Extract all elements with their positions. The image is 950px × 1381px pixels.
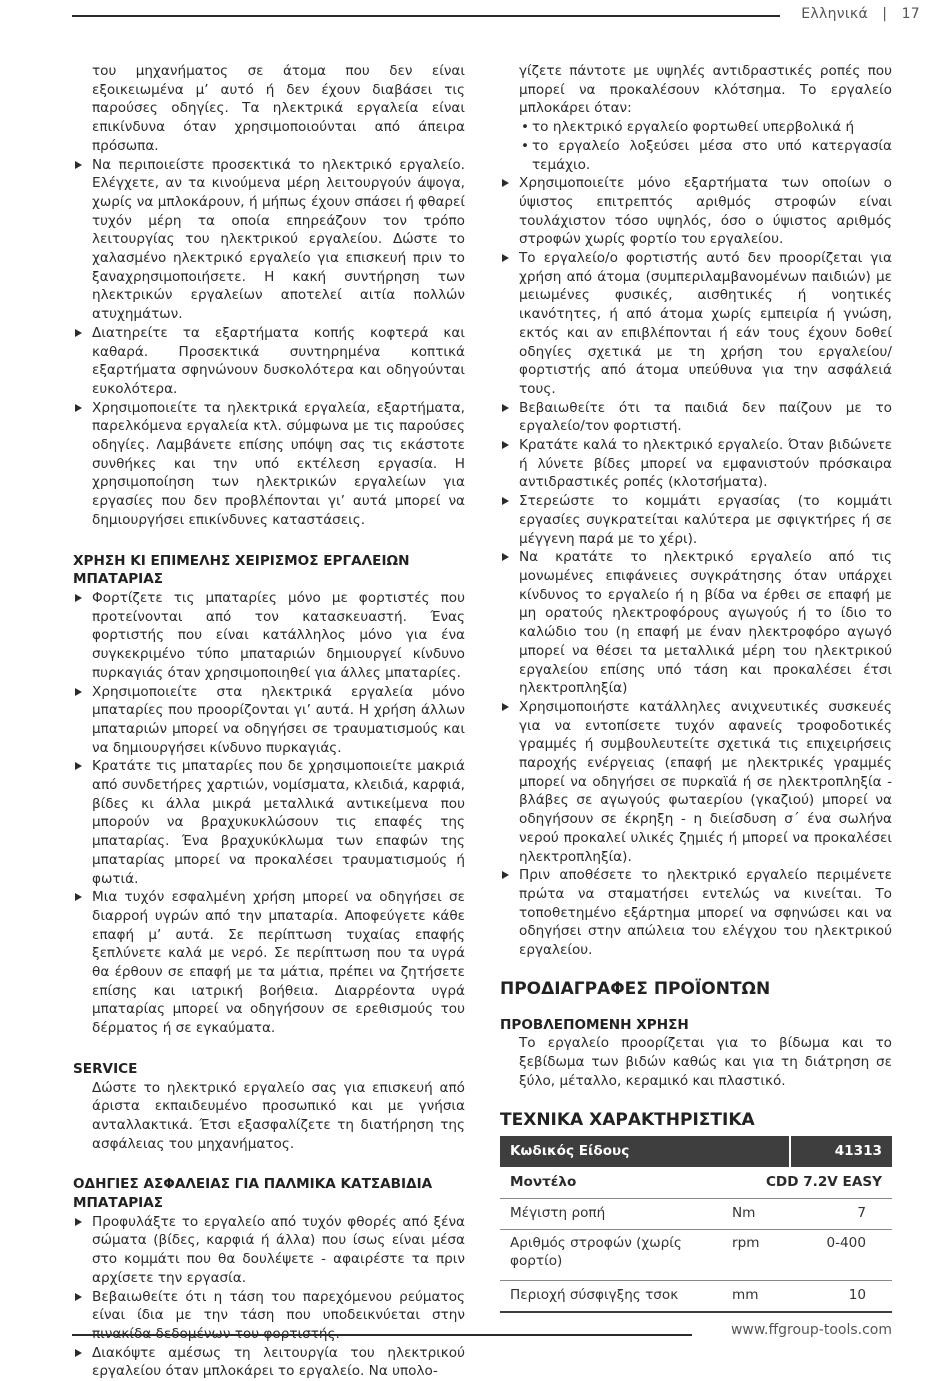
footer-website-link[interactable]: www.ffgroup-tools.com (730, 1322, 892, 1338)
triangle-bullet-icon (502, 871, 509, 879)
bullet-item: Χρησιμοποιείτε στα ηλεκτρικά εργαλεία μόνο μπαταρίες που προορίζονται γι’ αυτά. Η χρήση άλλων μπαταριών μπορεί να οδηγήσει σε τραυματισμούς και να δημιουργήσει κίνδυνο πυρκαγιάς. (73, 683, 465, 758)
triangle-bullet-icon (75, 1293, 82, 1301)
triangle-bullet-icon (502, 404, 509, 412)
table-row (500, 1229, 892, 1280)
spec-unit-cell: Nm (710, 1198, 790, 1229)
header-separator: | (872, 6, 897, 22)
triangle-bullet-icon (75, 404, 82, 412)
triangle-bullet-icon (502, 553, 509, 561)
triangle-bullet-icon (75, 688, 82, 696)
triangle-bullet-icon (502, 254, 509, 262)
spec-label-cell: Μέγιστη ροπή (500, 1198, 710, 1229)
triangle-bullet-icon (75, 1349, 82, 1357)
left-column (73, 62, 465, 1381)
dot-bullet-icon: • (521, 119, 530, 136)
page-header (801, 6, 920, 22)
triangle-bullet-icon (75, 1218, 82, 1226)
table-header-row (500, 1136, 892, 1167)
header-language: Ελληνικά (801, 6, 869, 22)
bullet-item: Να κρατάτε το ηλεκτρικό εργαλείο από τις μονωμένες επιφάνειες συγκράτησης όταν υπάρχει κίνδυνος το εργαλείο ή η βίδα να έρθει σε επαφή με μη ορατούς ηλεκτροφόρους αγωγούς ή το ίδιο το καλώδιο του (η επαφή με έναν ηλεκτροφόρο αγωγό μπορεί να θέσει τα μεταλλικά μέρη του ηλεκτρικού εργαλείου επίσης υπό τάση και προκαλέσει έτσι ηλεκτροπληξία) (500, 548, 892, 698)
sub-bullet-item: • το εργαλείο λοξεύσει μέσα στο υπό κατεργασία τεμάχιο. (521, 137, 892, 173)
bullet-item: Κρατάτε καλά το ηλεκτρικό εργαλείο. Όταν βιδώνετε ή λύνετε βίδες μπορεί να εμφανιστούν πρόσκαιρα αντιδραστικές ροπές (κλοτσήματα). (500, 436, 892, 492)
triangle-bullet-icon (502, 703, 509, 711)
service-heading: SERVICE (73, 1060, 138, 1077)
spec-unit-cell: rpm (710, 1229, 790, 1280)
bullet-item: Φορτίζετε τις μπαταρίες μόνο με φορτιστές που προτείνονται από τον κατασκευαστή. Ένας φορτιστής που είναι κατάλληλος μόνο για ένα συγκεκριμένο τύπο μπαταριών δημιουργεί κίνδυνο πυρκαγιάς όταν χρησιμοποιηθεί για άλλες μπαταρίες. (73, 589, 465, 683)
triangle-bullet-icon (75, 893, 82, 901)
service-paragraph: Δώστε το ηλεκτρικό εργαλείο σας για επισκευή από άριστα εκπαιδευμένο προσωπικό και με γνήσια ανταλλακτικά. Έτσι εξασφαλίζετε τη διατήρηση της ασφάλειας του μηχανήματος. (92, 1079, 465, 1152)
triangle-bullet-icon (75, 161, 82, 169)
bullet-item: Να περιποιείστε προσεκτικά το ηλεκτρικό εργαλείο. Ελέγχετε, αν τα κινούμενα μέρη λειτουργούν άψογα, χωρίς να μπλοκάρουν, ή μήπως έχουν σπάσει ή φθαρεί τυχόν μέρη τα οποία επηρεάζουν τον τρόπο λειτουργίας του ηλεκτρικού εργαλείου. Δώστε το χαλασμένο ηλεκτρικό εργαλείο για επισκευή πριν το ξαναχρησιμοποιήσετε. Η κακή συντήρηση των ηλεκτρικών εργαλείων αποτελεί αιτία πολλών ατυχημάτων. (73, 156, 465, 324)
page-number: 17 (901, 6, 920, 22)
spec-value-cell: 7 (790, 1198, 892, 1229)
bullet-item: Χρησιμοποιήστε κατάλληλες ανιχνευτικές συσκευές για να εντοπίσετε τυχόν αφανείς τροφοδοτικές γραμμές ή συμβουλευτείτε σχετικά τις επιχειρήσεις παροχής ενέργειας (επαφή με ηλεκτρικές γραμμές μπορεί να οδηγήσει σε πυρκαϊά ή σε ηλεκτροπληξία - βλάβες σε αγωγούς φωταερίου (γκαζιού) μπορεί να οδηγήσουν σε έκρηξη - η διείσδυση σ΄ ένα σωλήνα νερού προκαλεί υλικές ζημιές ή μπορεί να προκαλέσει ηλεκτροπληξία). (500, 698, 892, 866)
table-row (500, 1198, 892, 1229)
product-specs-heading: ΠΡΟΔΙΑΓΡΑΦΕΣ ΠΡΟΪΟΝΤΩΝ (500, 978, 771, 999)
spec-value-cell: 10 (790, 1280, 892, 1312)
code-label-cell: Κωδικός Είδους (500, 1136, 790, 1167)
spec-label-cell: Περιοχή σύσφιγξης τσοκ (500, 1280, 710, 1312)
bullet-item: Βεβαιωθείτε ότι τα παιδιά δεν παίζουν με το εργαλείο/τον φορτιστή. (500, 399, 892, 436)
model-value-cell: CDD 7.2V EASY (710, 1167, 892, 1199)
triangle-bullet-icon (75, 329, 82, 337)
header-rule (72, 15, 780, 17)
dot-bullet-icon: • (521, 137, 530, 154)
bullet-item: Βεβαιωθείτε ότι η τάση του παρεχόμενου ρεύματος είναι ίδια με την τάση που υποδεικνύεται στην πινακίδα δεδομένων του φορτιστής. (73, 1288, 465, 1344)
bullet-item: Χρησιμοποιείτε τα ηλεκτρικά εργαλεία, εξαρτήματα, παρελκόμενα εργαλεία κτλ. σύμφωνα με τις παρούσες οδηγίες. Λαμβάνετε επίσης υπόψη σας τις εκάστοτε συνθήκες και την υπό εκτέλεση εργασία. Η χρησιμοποίηση των ηλεκτρικών εργαλείων για εργασίες που δεν προβλέπονται γι’ αυτά μπορεί να δημιουργήσει επικίνδυνες καταστάσεις. (73, 399, 465, 530)
intended-use-paragraph: Το εργαλείο προορίζεται για το βίδωμα και το ξεβίδωμα των βιδών καθώς και για τη διάτρηση σε ξύλο, μέταλλο, κεραμικό και πλαστικό. (519, 1035, 892, 1089)
code-value-cell: 41313 (790, 1136, 892, 1167)
spec-label-cell: Αριθμός στροφών (χωρίς φορτίο) (500, 1229, 710, 1280)
bullet-item: Πριν αποθέσετε το ηλεκτρικό εργαλείο περιμένετε πρώτα να σταματήσει εντελώς να κινείται. Το τοποθετημένο εξάρτημα μπορεί να σφηνώσει και να οδηγήσει στην απώλεια του ελέγχου του ηλεκτρικού εργαλείου. (500, 866, 892, 960)
bullet-item: Κρατάτε τις μπαταρίες που δε χρησιμοποιείτε μακριά από συνδετήρες χαρτιών, νομίσματα, κλειδιά, καρφιά, βίδες κι άλλα μικρά μεταλλικά αντικείμενα που μπορούν να βραχυκυκλώσουν τις επαφές της μπαταρίας. Ένα βραχυκύκλωμα των επαφών της μπαταρίας μπορεί να προκαλέσει τραυματισμούς ή φωτιά. (73, 757, 465, 888)
specs-table (500, 1136, 892, 1313)
bullet-item: Προφυλάξτε το εργαλείο από τυχόν φθορές από ξένα σώματα (βίδες, καρφιά ή άλλα) που ίσως είναι μέσα στο κομμάτι που θα δουλέψετε - αφαιρέστε τα πριν αρχίσετε την εργασία. (73, 1213, 465, 1288)
continued-paragraph: γίζετε πάντοτε με υψηλές αντιδραστικές ροπές που μπορεί να προκαλέσουν κλότσημα. Το εργαλείο μπλοκάρει όταν: (519, 63, 892, 117)
table-model-row (500, 1167, 892, 1199)
spec-unit-cell: mm (710, 1280, 790, 1312)
safety-section-heading: ΟΔΗΓΙΕΣ ΑΣΦΑΛΕΙΑΣ ΓΙΑ ΠΑΛΜΙΚΑ ΚΑΤΣΑΒΙΔΙΑ ΜΠΑΤΑΡΙΑΣ (73, 1176, 433, 1212)
model-label-cell: Μοντέλο (500, 1167, 710, 1199)
triangle-bullet-icon (502, 179, 509, 187)
bullet-item: Το εργαλείο/ο φορτιστής αυτό δεν προορίζεται για χρήση από άτομα (συμπεριλαμβανομένων παιδιών) με μειωμένες φυσικές, αισθητικές ή νοητικές ικανότητες, ή από άτομα χωρίς εμπειρία ή γνώση, εκτός και αν επιβλέπονται ή εάν τους έχουν δοθεί οδηγίες σχετικά με τη χρήση του εργαλείου/φορτιστής από άτομα υπεύθυνα για την ασφάλειά τους. (500, 249, 892, 399)
bullet-item: Διακόψτε αμέσως τη λειτουργία του ηλεκτρικού εργαλείου όταν μπλοκάρει το εργαλείο. Να υπολο- (73, 1344, 465, 1381)
table-row (500, 1280, 892, 1312)
right-column (500, 62, 892, 1313)
bullet-item: Μια τυχόν εσφαλμένη χρήση μπορεί να οδηγήσει σε διαρροή υγρών από την μπαταρία. Αποφεύγετε κάθε επαφή μ’ αυτά. Σε περίπτωση τυχαίας επαφής ξεπλύνετε καλά με νερό. Σε περίπτωση που τα υγρά θα έρθουν σε επαφή με τα μάτια, πρέπει να ζητήσετε επίσης και ιατρική βοήθεια. Διαρρέοντα υγρά μπαταρίας μπορεί να οδηγήσουν σε ερεθισμούς του δέρματος ή σε εγκαύματα. (73, 888, 465, 1038)
bullet-item: Χρησιμοποιείτε μόνο εξαρτήματα των οποίων ο ύψιστος επιτρεπτός αριθμός στροφών είναι τουλάχιστον τόσο υψηλός, όσο ο ύψιστος αριθμός στροφών χωρίς φορτίο του εργαλείου. (500, 174, 892, 249)
intro-paragraph: του μηχανήματος σε άτομα που δεν είναι εξοικειωμένα μ’ αυτό ή δεν έχουν διαβάσει τις παρούσες οδηγίες. Τα ηλεκτρικά εργαλεία είναι επικίνδυνα όταν χρησιμοποιούνται από άπειρα πρόσωπα. (92, 63, 465, 154)
triangle-bullet-icon (502, 441, 509, 449)
triangle-bullet-icon (502, 497, 509, 505)
spec-value-cell: 0-400 (790, 1229, 892, 1280)
battery-section-heading: ΧΡΗΣΗ ΚΙ ΕΠΙΜΕΛΗΣ ΧΕΙΡΙΣΜΟΣ ΕΡΓΑΛΕΙΩΝ ΜΠΑΤΑΡΙΑΣ (73, 552, 410, 588)
triangle-bullet-icon (75, 594, 82, 602)
bullet-item: Στερεώστε το κομμάτι εργασίας (το κομμάτι εργασίες συγκρατείται καλύτερα με σφιγκτήρες ή σε μέγγενη παρά με το χέρι). (500, 492, 892, 548)
sub-bullet-item: • το ηλεκτρικό εργαλείο φορτωθεί υπερβολικά ή (521, 119, 855, 136)
triangle-bullet-icon (75, 762, 82, 770)
technical-specs-heading: ΤΕΧΝΙΚΑ ΧΑΡΑΚΤΗΡΙΣΤΙΚΑ (500, 1109, 755, 1130)
footer-rule (72, 1334, 692, 1336)
intended-use-heading: ΠΡΟΒΛΕΠΟΜΕΝΗ ΧΡΗΣΗ (500, 1016, 689, 1033)
bullet-item: Διατηρείτε τα εξαρτήματα κοπής κοφτερά και καθαρά. Προσεκτικά συντηρημένα κοπτικά εξαρτήματα σφηνώνουν δυσκολότερα και οδηγούνται ευκολότερα. (73, 324, 465, 399)
